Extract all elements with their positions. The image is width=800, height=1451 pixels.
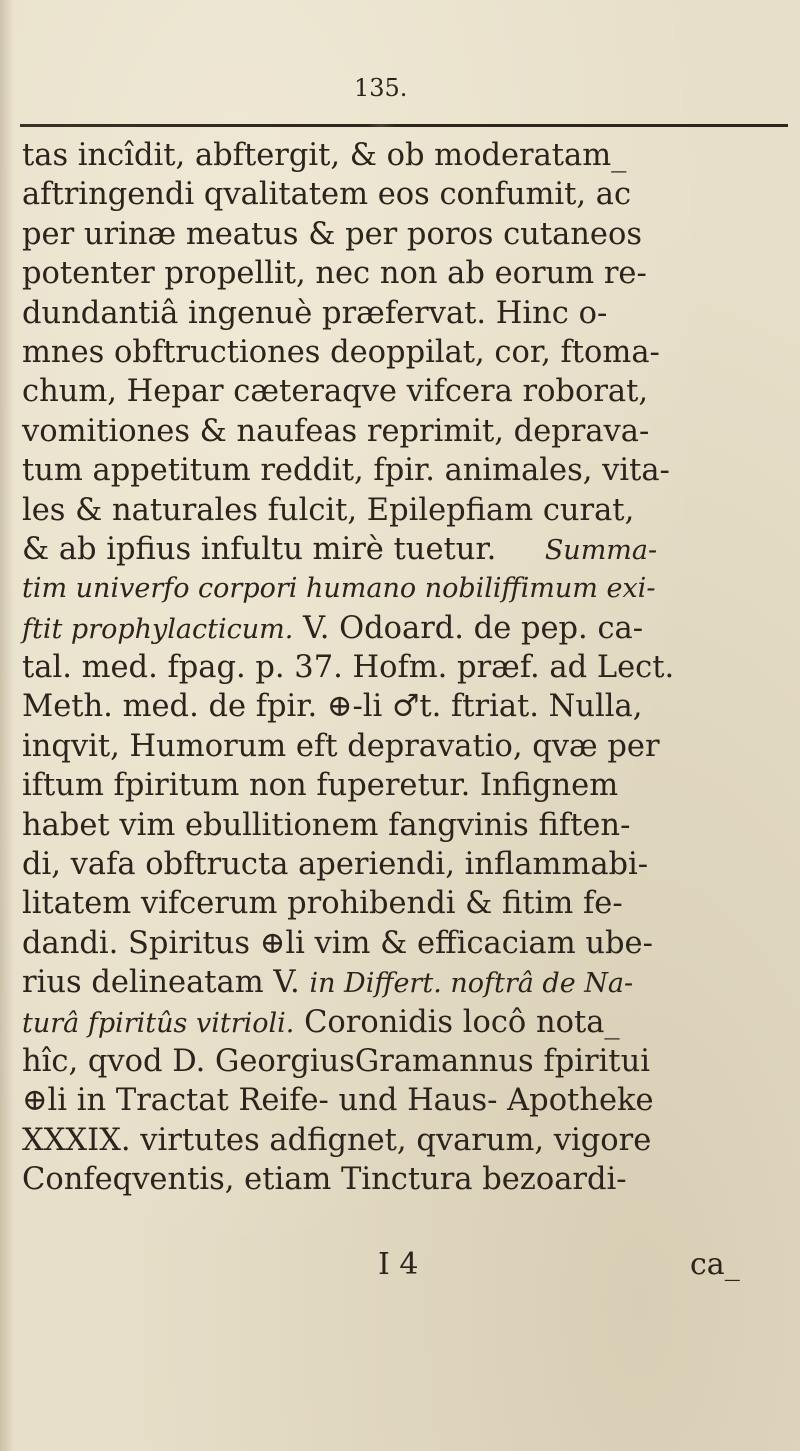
- text-line: potenter propellit, nec non ab eorum re-: [22, 256, 647, 292]
- text-line: tal. med. fpag. p. 37. Hofm. præf. ad Lect.: [22, 650, 675, 686]
- text-line: chum, Hepar cæteraqve vifcera roborat,: [22, 374, 649, 410]
- text-line: Confeqventis, etiam Tinctura bezoardi-: [22, 1162, 627, 1198]
- text-line: iftum fpiritum non fuperetur. Infignem: [22, 768, 619, 804]
- text-line: mnes obftructiones deoppilat, cor, ftoma-: [22, 334, 660, 370]
- text-line: les & naturales fulcit, Epilepfiam curat,: [22, 492, 635, 528]
- text-line: Meth. med. de fpir. ⊕-li ♂t. ftriat. Nulla,: [22, 689, 643, 725]
- text-line: [22, 1081, 792, 1120]
- signature-mark: I 4: [378, 1247, 419, 1282]
- footer: [0, 1247, 800, 1287]
- body-text: [22, 136, 792, 1200]
- text-line: hîc, qvod D. GeorgiusGramannus fpiritui: [22, 1043, 650, 1079]
- text-line: [22, 963, 792, 1002]
- header-rule: [20, 124, 788, 127]
- page-edge-shadow: [0, 0, 14, 1451]
- text-line: [22, 609, 792, 648]
- text-line: XXXIX. virtutes adfignet, qvarum, vigore: [22, 1122, 652, 1158]
- text-line: per urinæ meatus & per poros cutaneos: [22, 216, 642, 252]
- text-line: tas incîdit, abftergit, & ob moderatam_: [22, 138, 627, 173]
- text-line: [22, 530, 792, 569]
- text-line: dundantiâ ingenuè præfervat. Hinc o-: [22, 295, 608, 331]
- text-line-roman: & ab ipfius infultu mirè tuetur.: [22, 531, 497, 567]
- text-line-roman: ⊕li in Tractat: [22, 1083, 229, 1119]
- italic-line: tim univerfo corpori humano nobiliffimum exi-: [22, 573, 656, 605]
- fraktur-phrase: Reife- und Haus- Apotheke: [238, 1083, 654, 1119]
- text-line: inqvit, Humorum eft depravatio, qvæ per: [22, 728, 660, 764]
- text-line: [22, 1003, 792, 1042]
- text-line-roman: rius delineatam V.: [22, 965, 300, 1001]
- italic-phrase: turâ fpiritûs vitrioli.: [22, 1007, 295, 1039]
- text-line: litatem vifcerum prohibendi & fitim fe-: [22, 886, 623, 922]
- text-line: dandi. Spiritus ⊕li vim & efficaciam ube-: [22, 925, 653, 961]
- italic-phrase: in Differt. noftrâ de Na-: [309, 968, 634, 1000]
- text-line: aftringendi qvalitatem eos confumit, ac: [22, 177, 632, 213]
- text-line: habet vim ebullitionem fangvinis fiften-: [22, 807, 631, 843]
- text-line-roman: Coronidis locô nota_: [304, 1004, 620, 1040]
- italic-phrase: Summa-: [544, 534, 658, 566]
- text-line: vomitiones & naufeas reprimit, deprava-: [22, 413, 650, 449]
- page-number: 135.: [354, 74, 408, 102]
- catchword: ca_: [690, 1247, 740, 1282]
- text-line: di, vafa obftructa aperiendi, inflammabi-: [22, 847, 649, 883]
- text-line: tum appetitum reddit, fpir. animales, vita-: [22, 453, 670, 489]
- text-line-roman: V. Odoard. de pep. ca-: [303, 610, 644, 646]
- italic-phrase: ftit prophylacticum.: [22, 613, 294, 645]
